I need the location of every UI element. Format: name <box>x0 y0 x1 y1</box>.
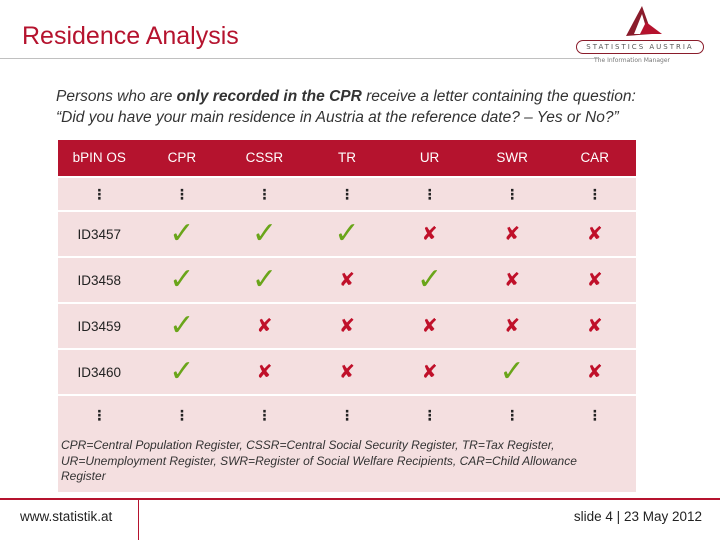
intro-line1-bold: only recorded in the CPR <box>176 88 362 105</box>
register-status-cell <box>471 212 554 256</box>
statistics-austria-logo <box>576 4 706 64</box>
register-status-cell <box>223 304 306 348</box>
record-id: ID3457 <box>77 226 122 242</box>
column-header: CAR <box>580 150 609 165</box>
footer-url[interactable]: www.statistik.at <box>20 509 113 524</box>
column-header: SWR <box>496 150 528 165</box>
ellipsis-row <box>58 396 636 434</box>
vertical-ellipsis: ⋮ <box>505 407 520 423</box>
register-status-cell <box>471 258 554 302</box>
register-status-cell <box>553 212 636 256</box>
check-icon: ✓ <box>169 308 195 343</box>
note-line-2: UR=Unemployment Register, SWR=Register of Social Welfare Recipients, CAR=Child Allowance <box>61 453 577 468</box>
register-status-cell <box>388 258 471 302</box>
cross-icon: ✘ <box>421 360 438 383</box>
vertical-ellipsis: ⋮ <box>587 186 602 202</box>
register-status-cell <box>388 350 471 394</box>
register-status-cell <box>141 212 224 256</box>
intro-text <box>56 86 676 128</box>
register-status-cell <box>553 258 636 302</box>
register-status-cell <box>223 258 306 302</box>
cross-icon: ✘ <box>421 314 438 337</box>
vertical-ellipsis: ⋮ <box>92 186 107 202</box>
register-status-cell <box>223 212 306 256</box>
register-status-cell <box>141 350 224 394</box>
register-status-cell <box>306 258 389 302</box>
cross-icon: ✘ <box>256 314 273 337</box>
cross-icon: ✘ <box>504 222 521 245</box>
register-status-cell <box>471 350 554 394</box>
column-header: bPIN OS <box>72 150 126 165</box>
ellipsis-row <box>58 178 636 210</box>
logo-tagline: The Information Manager <box>594 57 671 64</box>
intro-line1-post: receive a letter containing the question: <box>361 88 636 105</box>
note-line-3: Register <box>61 469 106 483</box>
cross-icon: ✘ <box>339 360 355 383</box>
note-line-1: CPR=Central Population Register, CSSR=Central Social Security Register, TR=Tax Register, <box>61 438 555 452</box>
logo-triangle-icon <box>576 4 706 40</box>
check-icon: ✓ <box>169 354 195 389</box>
cross-icon: ✘ <box>504 314 521 337</box>
vertical-ellipsis: ⋮ <box>339 407 354 423</box>
vertical-ellipsis: ⋮ <box>257 186 272 202</box>
column-header: TR <box>337 150 356 165</box>
vertical-ellipsis: ⋮ <box>422 407 437 423</box>
vertical-ellipsis: ⋮ <box>174 407 189 423</box>
register-status-cell <box>306 212 389 256</box>
register-status-cell <box>141 258 224 302</box>
footer-divider <box>138 500 139 540</box>
table-row <box>58 212 636 256</box>
cross-icon: ✘ <box>504 268 521 291</box>
cross-icon: ✘ <box>256 360 273 383</box>
check-icon: ✓ <box>251 262 277 297</box>
vertical-ellipsis: ⋮ <box>422 186 437 202</box>
register-status-cell <box>388 212 471 256</box>
check-icon: ✓ <box>169 216 195 251</box>
vertical-ellipsis: ⋮ <box>505 186 520 202</box>
vertical-ellipsis: ⋮ <box>587 407 602 423</box>
register-status-cell <box>306 350 389 394</box>
record-id: ID3458 <box>77 272 122 288</box>
register-status-cell <box>141 304 224 348</box>
record-id: ID3460 <box>77 364 122 380</box>
cross-icon: ✘ <box>421 222 438 245</box>
vertical-ellipsis: ⋮ <box>174 186 189 202</box>
cross-icon: ✘ <box>586 360 603 383</box>
footer-slide-info: slide 4 | 23 May 2012 <box>573 509 702 524</box>
table-row <box>58 258 636 302</box>
register-status-cell <box>306 304 389 348</box>
register-status-cell <box>388 304 471 348</box>
cross-icon: ✘ <box>586 268 603 291</box>
check-icon: ✓ <box>334 216 360 251</box>
record-id: ID3459 <box>77 318 122 334</box>
check-icon: ✓ <box>499 354 525 389</box>
abbreviation-note <box>58 434 636 492</box>
register-table <box>58 140 636 434</box>
table-header-row <box>58 140 636 176</box>
vertical-ellipsis: ⋮ <box>257 407 272 423</box>
check-icon: ✓ <box>169 262 195 297</box>
column-header: UR <box>419 150 440 165</box>
intro-line2: “Did you have your main residence in Austria at the reference date? – Yes or No?” <box>56 109 619 126</box>
table-row <box>58 304 636 348</box>
page-title: Residence Analysis <box>22 22 239 50</box>
logo-brand-text: STATISTICS AUSTRIA <box>576 40 704 54</box>
table-row <box>58 350 636 394</box>
column-header: CPR <box>167 150 197 165</box>
cross-icon: ✘ <box>339 314 355 337</box>
register-status-cell <box>553 304 636 348</box>
footer-rule <box>0 498 720 500</box>
intro-line1-pre: Persons who are <box>56 88 177 105</box>
note-text <box>61 438 631 485</box>
register-status-cell <box>471 304 554 348</box>
column-header: CSSR <box>245 150 284 165</box>
check-icon: ✓ <box>416 262 443 297</box>
vertical-ellipsis: ⋮ <box>339 186 354 202</box>
check-icon: ✓ <box>251 216 277 251</box>
title-divider <box>0 58 598 59</box>
cross-icon: ✘ <box>586 222 603 245</box>
cross-icon: ✘ <box>339 268 355 291</box>
register-status-cell <box>553 350 636 394</box>
register-status-cell <box>223 350 306 394</box>
cross-icon: ✘ <box>586 314 603 337</box>
vertical-ellipsis: ⋮ <box>92 407 107 423</box>
